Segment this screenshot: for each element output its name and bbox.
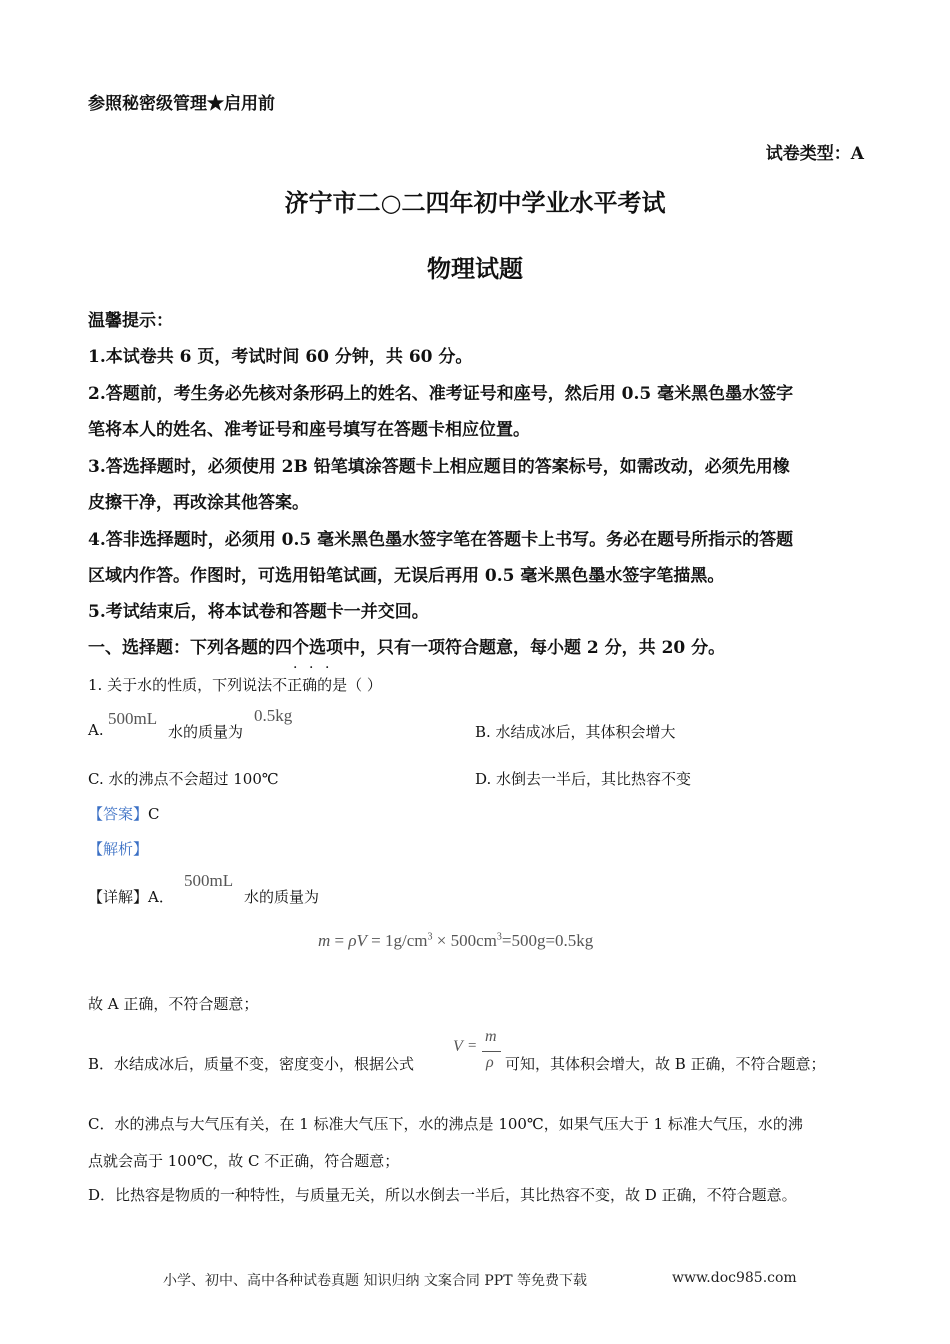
notice-item-1: 1.本试卷共 6 页，考试时间 60 分钟，共 60 分。 <box>88 347 473 367</box>
question-1-stem <box>88 674 382 695</box>
formula-v: V <box>453 1038 463 1055</box>
confidential-label: 参照秘密级管理★启用前 <box>88 94 275 114</box>
answer-line <box>88 803 160 824</box>
notice-item-4-line-1: 4.答非选择题时，必须用 0.5 毫米黑色墨水签字笔在答题卡上书写。务必在题号所指示的答题 <box>88 530 794 550</box>
explanation-a: 故 A 正确，不符合题意； <box>88 995 259 1013</box>
formula-sup-1: 3 <box>427 931 433 943</box>
detail-tag: 【详解】A． <box>88 888 174 906</box>
section-1-heading: 一、选择题：下列各题的四个选项中，只有一项符合题意，每小题 2 分，共 20 分。 <box>88 638 726 658</box>
analysis-tag: 【解析】 <box>88 840 149 858</box>
notice-item-3-line-1: 3.答选择题时，必须使用 2B 铅笔填涂答题卡上相应题目的答案标号，如需改动，必须先用橡 <box>88 457 790 477</box>
question-1-stem-emphasis: 不正确 <box>272 676 318 694</box>
option-a-text: 水的质量为 <box>168 723 244 741</box>
fraction-numerator: m <box>485 1028 497 1045</box>
notice-heading: 温馨提示： <box>88 311 173 331</box>
answer-tag: 【答案】 <box>88 805 149 823</box>
detail-volume: 500mL <box>184 871 234 890</box>
explanation-b-before: B．水结成冰后，质量不变，密度变小，根据公式 <box>88 1055 415 1073</box>
question-1-stem-before: 1. 关于水的性质，下列说法 <box>88 676 273 694</box>
notice-item-4-line-2: 区域内作答。作图时，可选用铅笔试画，无误后再用 0.5 毫米黑色墨水签字笔描黑。 <box>88 566 725 586</box>
formula-sup-2: 3 <box>496 931 502 943</box>
option-b: B. 水结成冰后，其体积会增大 <box>475 723 676 741</box>
formula-result: =500g=0.5kg <box>501 931 594 950</box>
explanation-d: D．比热容是物质的一种特性，与质量无关，所以水倒去一半后，其比热容不变，故 D 正确，不符合题意。 <box>88 1186 797 1204</box>
formula-rho-v: ρV <box>348 931 367 950</box>
formula-eq: = <box>330 931 349 950</box>
option-c: C. 水的沸点不会超过 100℃ <box>88 770 279 788</box>
exam-title: 济宁市二○二四年初中学业水平考试 <box>284 188 666 217</box>
footer-text: 小学、初中、高中各种试卷真题 知识归纳 文案合同 PPT 等免费下载 <box>163 1273 587 1289</box>
notice-item-3-line-2: 皮擦干净，再改涂其他答案。 <box>88 493 309 513</box>
emphasis-dot: · <box>309 660 314 676</box>
fraction-denominator: ρ <box>486 1054 494 1071</box>
detail-text: 水的质量为 <box>244 888 320 906</box>
emphasis-dot: · <box>293 660 298 676</box>
subject-title: 物理试题 <box>427 254 523 283</box>
fraction-bar <box>482 1051 501 1052</box>
option-d: D. 水倒去一半后，其比热容不变 <box>475 770 692 788</box>
paper-type-label: 试卷类型：A <box>765 144 864 164</box>
formula-density: = 1g/cm <box>366 931 428 950</box>
answer-value: C <box>148 805 160 823</box>
option-a-mass: 0.5kg <box>254 706 293 725</box>
formula-m: m <box>318 931 331 950</box>
formula-equals: = <box>468 1038 477 1054</box>
emphasis-dot: · <box>325 660 330 676</box>
notice-item-5: 5.考试结束后，将本试卷和答题卡一并交回。 <box>88 602 429 622</box>
notice-item-2-line-1: 2.答题前，考生务必先核对条形码上的姓名、准考证号和座号，然后用 0.5 毫米黑色墨水签字 <box>88 384 794 404</box>
explanation-b-after: 可知，其体积会增大，故 B 正确，不符合题意； <box>505 1055 826 1073</box>
option-a-volume: 500mL <box>108 709 158 728</box>
question-1-stem-after: 的是（ ） <box>317 676 382 694</box>
notice-item-2-line-2: 笔将本人的姓名、准考证号和座号填写在答题卡相应位置。 <box>88 420 530 440</box>
mass-formula <box>318 931 593 951</box>
option-a-label: A. <box>88 721 104 739</box>
explanation-c-line-1: C．水的沸点与大气压有关，在 1 标准大气压下，水的沸点是 100℃，如果气压大于 1 标准大气压，水的沸 <box>88 1115 803 1133</box>
explanation-c-line-2: 点就会高于 100℃，故 C 不正确，符合题意； <box>88 1152 400 1170</box>
footer-url[interactable]: www.doc985.com <box>672 1270 797 1286</box>
formula-volume: × 500cm <box>432 931 497 950</box>
